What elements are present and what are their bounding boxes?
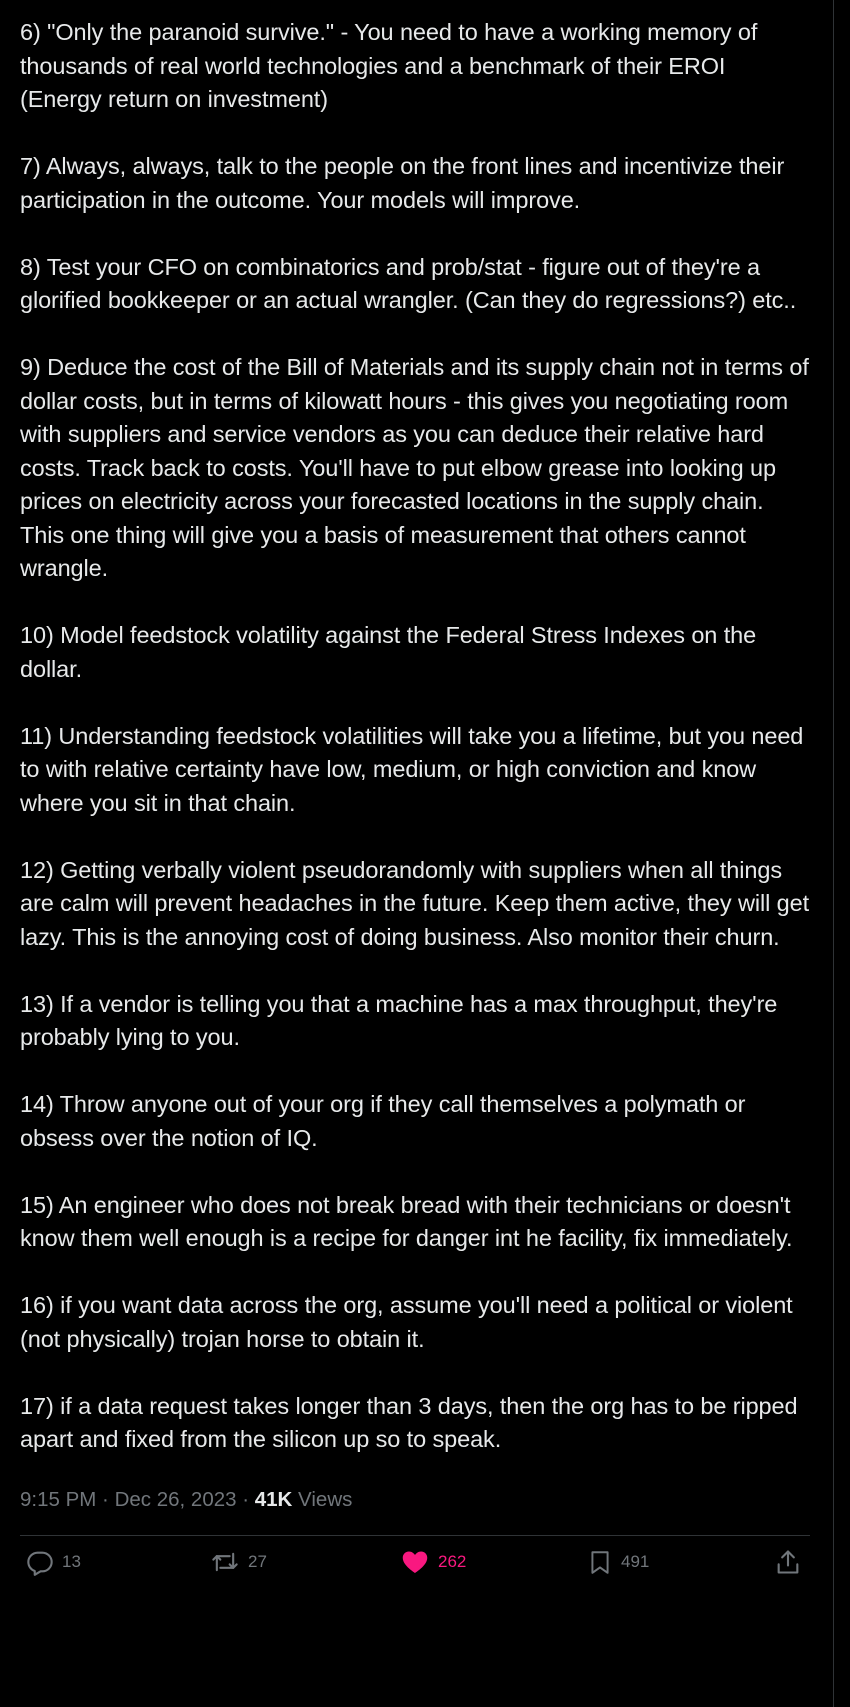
like-count: 262 [438, 1551, 467, 1571]
tweet-paragraph: 12) Getting verbally violent pseudorandomly with suppliers when all things are calm will prevent headaches in the future. Keep them active, they will get lazy. This is the annoying cost of doing business. Also monitor their churn. [20, 856, 816, 950]
share-button[interactable] [774, 1548, 802, 1576]
bookmark-button[interactable] [587, 1548, 649, 1576]
tweet-paragraph: 11) Understanding feedstock volatilities will take you a lifetime, but you need to with relative certainty have low, medium, or high conviction and know where you sit in that chain. [20, 722, 810, 816]
repost-icon [210, 1548, 240, 1576]
reply-count: 13 [62, 1551, 81, 1571]
meta-separator: · [236, 1487, 255, 1511]
bookmark-icon [587, 1548, 613, 1576]
scrollbar-track[interactable] [833, 0, 834, 1707]
action-bar [20, 1536, 810, 1600]
tweet-time-link[interactable] [20, 1488, 237, 1511]
tweet [20, 16, 816, 1600]
views-label: Views [292, 1487, 353, 1511]
meta-separator: · [96, 1487, 115, 1511]
views-count: 41K [254, 1487, 293, 1511]
share-icon [774, 1548, 802, 1576]
heart-filled-icon [400, 1548, 430, 1576]
tweet-paragraph: 9) Deduce the cost of the Bill of Materials and its supply chain not in terms of dollar costs, but in terms of kilowatt hours - this gives you negotiating room with suppliers and service vendors as you can deduce their relative hard costs. Track back to costs. You'll have to put elbow grease into looking up prices on electricity across your forecasted locations in the supply chain. This one thing will give you a basis of measurement that others cannot wrangle. [20, 354, 816, 581]
tweet-paragraph: 8) Test your CFO on combinatorics and prob/stat - figure out of they're a glorified bookkeeper or an actual wrangler. (Can they do regressions?) etc.. [20, 253, 797, 313]
tweet-paragraph: 15) An engineer who does not break bread with their technicians or doesn't know them well enough is a recipe for danger int he facility, fix immediately. [20, 1191, 797, 1251]
reply-icon [26, 1548, 54, 1576]
repost-button[interactable] [210, 1548, 267, 1576]
reply-button[interactable] [26, 1548, 81, 1576]
tweet-paragraph: 16) if you want data across the org, assume you'll need a political or violent (not physically) trojan horse to obtain it. [20, 1292, 800, 1352]
tweet-date: Dec 26, 2023 [114, 1487, 237, 1511]
tweet-paragraph: 6) "Only the paranoid survive." - You need to have a working memory of thousands of real world technologies and a benchmark of their EROI (Energy return on investment) [20, 19, 764, 112]
tweet-paragraph: 17) if a data request takes longer than 3 days, then the org has to be ripped apart and fixed from the silicon up so to speak. [20, 1392, 804, 1452]
like-button[interactable] [400, 1548, 466, 1576]
repost-count: 27 [248, 1551, 267, 1571]
tweet-paragraph: 13) If a vendor is telling you that a machine has a max throughput, they're probably lying to you. [20, 990, 784, 1050]
bookmark-count: 491 [621, 1551, 650, 1571]
tweet-paragraph: 7) Always, always, talk to the people on the front lines and incentivize their participation in the outcome. Your models will improve. [20, 153, 791, 213]
tweet-paragraph: 14) Throw anyone out of your org if they call themselves a polymath or obsess over the notion of IQ. [20, 1091, 752, 1151]
tweet-time: 9:15 PM [20, 1487, 97, 1511]
tweet-paragraph: 10) Model feedstock volatility against the Federal Stress Indexes on the dollar. [20, 622, 763, 682]
tweet-text [20, 16, 816, 1457]
tweet-meta [20, 1486, 810, 1514]
